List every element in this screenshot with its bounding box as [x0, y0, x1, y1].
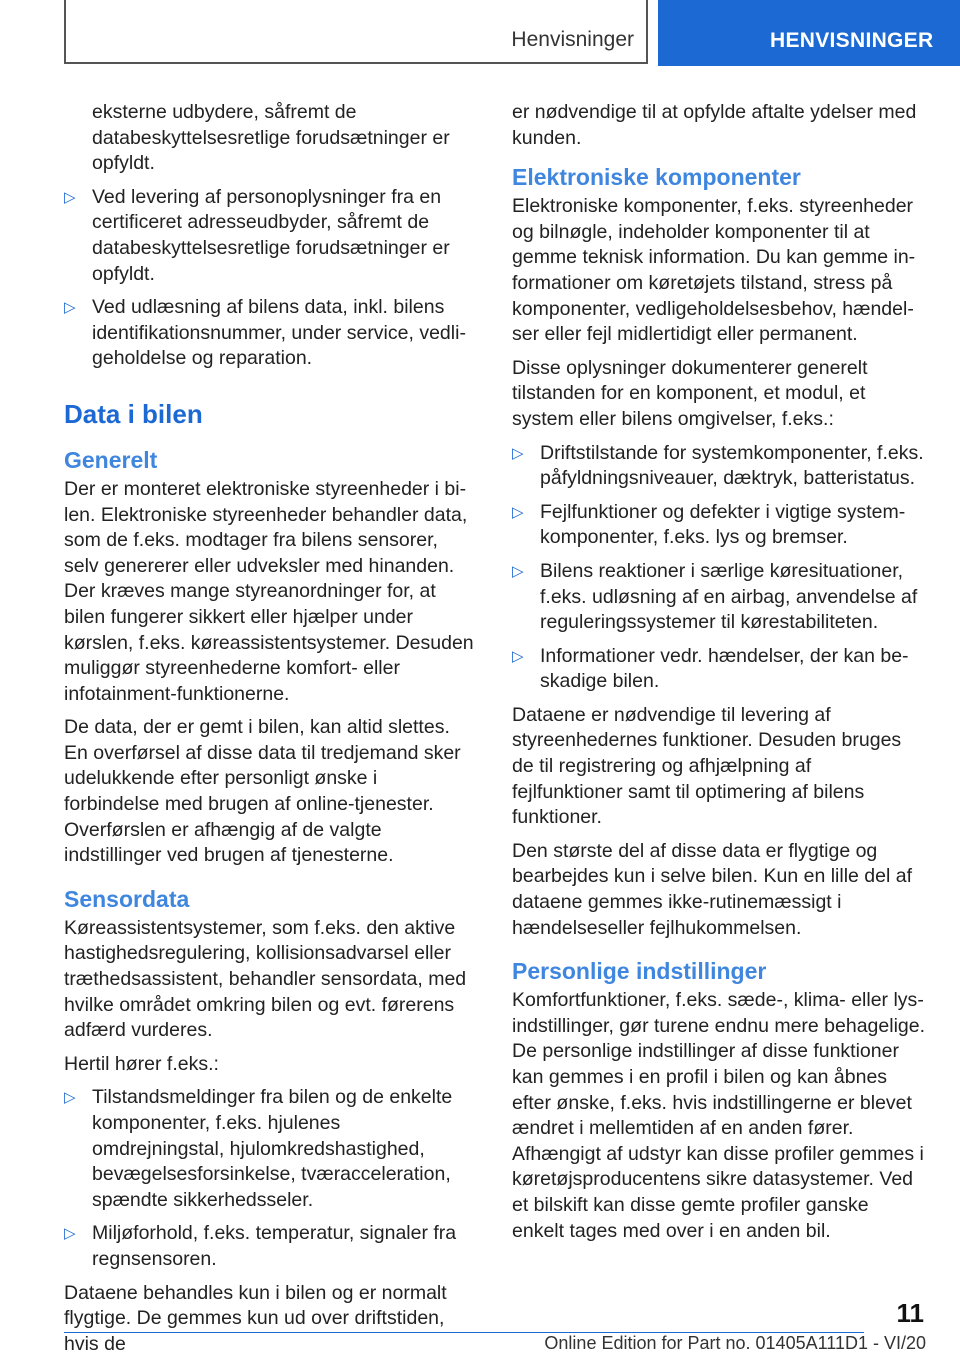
list-item-text: Miljøforhold, f.eks. temperatur, signaler fra regnsensoren. — [92, 1222, 457, 1270]
bullet-triangle-icon: ▷ — [64, 1089, 76, 1107]
heading-personlige-indstillinger: Personlige indstillinger — [512, 958, 767, 985]
paragraph: Dataene er nødvendige til levering af styreenhedernes funktioner. Desuden bruges de til registrering og afhjælpning af fejlfunktioner samt til optimering af bilens funktioner. — [512, 703, 902, 829]
list-item-text: Bilens reaktioner i særlige køresituationer, f.eks. udløsning af en airbag, anvendelse af reguleringssystemer til kørestabiliteten. — [540, 559, 918, 634]
bullet-triangle-icon: ▷ — [64, 299, 76, 317]
list-item-text: Ved udlæsning af bilens data, inkl. bilens identifikationsnummer, under service, vedligeholdelse og reparation. — [92, 296, 466, 370]
bullet-triangle-icon: ▷ — [64, 1225, 76, 1243]
heading-sensordata: Sensordata — [64, 885, 190, 912]
list-item-text: Informationer vedr. hændelser, der kan beskadige bilen. — [540, 644, 909, 693]
bullet-triangle-icon: ▷ — [64, 188, 76, 206]
paragraph: Disse oplysninger dokumenterer generelt tilstanden for en komponent, et modul, et system eller bilens omgivelser, f.eks.: — [512, 356, 868, 430]
heading-generelt: Generelt — [64, 446, 158, 473]
paragraph: Den største del af disse data er flygtige og bearbejdes kun i selve bilen. Kun en lille del af dataene gemmes ikke-rutinemæssigt i hændelseseller fejlhukommelsen. — [512, 839, 913, 939]
right-column — [512, 100, 926, 1252]
list-item — [512, 644, 926, 695]
page-number: 11 — [896, 1298, 924, 1328]
list-item — [512, 559, 926, 636]
paragraph: Dataene behandles kun i bilen og er normalt flygtige. De gemmes kun ud over driftstiden, hvis de — [64, 1281, 447, 1355]
header-section-box — [64, 0, 648, 64]
edition-footer: Online Edition for Part no. 01405A111D1 - VI/20 — [544, 1333, 926, 1353]
paragraph: Komfortfunktioner, f.eks. sæde-, klima- eller lysindstillinger, gør turene endnu mere behagelige. De personlige indstillinger af disse funktioner kan gemmes i en profil i bilen og kan åbnes efter ønske, f.eks. hvis indstillingerne er blevet ændret i mellemtiden af en anden fører. Afhængigt af udstyr kan disse profiler gemmes i køretøjsproducentens sikre datasystemer. Ved et bilskift kan disse gemte profiler ganske enkelt tages med over i en anden bil. — [512, 989, 926, 1242]
paragraph: Køreassistentsystemer, som f.eks. den aktive hastighedsregulering, kollisionsadvarsel eller træthedsassistent, behandler sensordata, med hvilke området omkring bilen og evt. førerens adfærd vurderes. — [64, 916, 467, 1042]
left-column — [64, 100, 476, 1365]
paragraph: De data, der er gemt i bilen, kan altid slettes. En overførsel af disse data til tredjemand sker udelukkende efter personligt ønske i forbindelse med brugen af online-tjenester. Overførslen er afhængig af de valgte indstillinger ved brugen af tjenesterne. — [64, 716, 461, 867]
header-section-label: Henvisninger — [511, 28, 634, 51]
bullet-triangle-icon: ▷ — [512, 503, 524, 521]
list-item-text: Fejlfunktioner og defekter i vigtige systemkomponenter, f.eks. lys og bremser. — [540, 500, 906, 549]
list-item-text: Ved levering af personoplysninger fra en certificeret adresseudbyder, såfremt de databeskyttelsesretlige forudsætninger er opfyldt. — [92, 185, 450, 285]
intro-continuation: eksterne udbydere, såfremt de databeskyttelsesretlige forudsætninger er opfyldt. — [92, 101, 450, 175]
header-chapter-tab[interactable]: HENVISNINGER — [658, 0, 960, 66]
paragraph: Der er monteret elektroniske styreenheder i bilen. Elektroniske styreenheder behandler data, som de f.eks. modtager fra bilens sensorer, selv genererer eller udveksler med hinanden. Der kræves mange styreanordninger for, at bilen fungerer sikkert eller hjælper under kørslen, f.eks. køreassistentsystemer. Desuden muliggør styreenhederne komfort- eller infotainment-funktionerne. — [64, 477, 474, 705]
page-header — [0, 0, 960, 66]
list-item-text: Driftstilstande for systemkomponenter, f.eks. påfyldningsniveauer, dæktryk, batteristatus. — [540, 441, 924, 490]
paragraph: er nødvendige til at opfylde aftalte ydelser med kunden. — [512, 101, 917, 149]
list-item — [512, 441, 926, 492]
heading-elektroniske-komponenter: Elektroniske komponenter — [512, 164, 801, 191]
list-item — [64, 295, 476, 372]
heading-data-i-bilen: Data i bilen — [64, 398, 203, 429]
bullet-triangle-icon: ▷ — [512, 647, 524, 665]
bullet-triangle-icon: ▷ — [512, 444, 524, 462]
paragraph: Elektroniske komponenter, f.eks. styreenheder og bilnøgle, indeholder komponenter til at gemme teknisk information. Du kan gemme informationer om køretøjets tilstand, stress på komponenter, vedligeholdelsesbehov, hændelser eller fejl midlertidigt eller permanent. — [512, 195, 916, 346]
list-item — [64, 1221, 476, 1272]
list-item — [64, 185, 476, 287]
list-item-text: Tilstandsmeldinger fra bilen og de enkelte komponenter, f.eks. hjulenes omdrejningstal, hjulomkredshastighed, bevægelsesforsinkelse, tværacceleration, spændte sikkerhedsseler. — [92, 1086, 453, 1211]
list-item — [512, 500, 926, 551]
bullet-triangle-icon: ▷ — [512, 562, 524, 580]
list-item — [64, 1085, 476, 1213]
paragraph: Hertil hører f.eks.: — [64, 1052, 219, 1075]
